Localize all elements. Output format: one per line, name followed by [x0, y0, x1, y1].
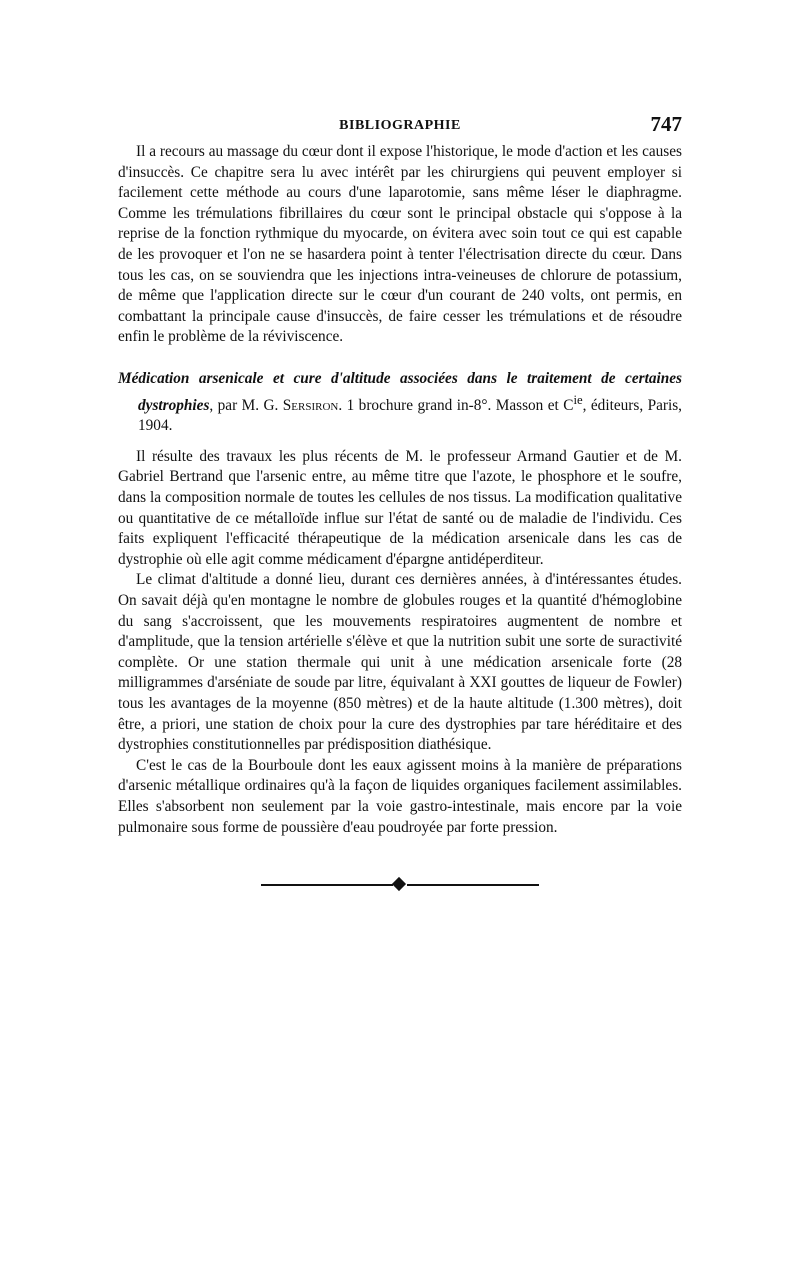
ornament-rule-right — [407, 884, 539, 886]
section-details-end: , éditeurs, Paris, 1904. — [138, 396, 682, 435]
paragraph-arsenic: Il résulte des travaux les plus récents de M. le professeur Armand Gautier et de M. Gabriel Bertrand que l'arsenic entre, au même titre que l'azote, le phosphore et le soufre, dans la composition normale de toutes les cellules de nos tissus. La modification qualitative ou quantitative de ce métalloïde influe sur l'état de santé ou de maladie de l'individu. Ces faits expliquent l'efficacité thérapeutique de la médication arsenicale dans les cas de dystrophie où elle agit comme médicament d'épargne antidéperditeur. — [118, 447, 682, 568]
section-details-sup: ie — [573, 392, 583, 407]
section-by: , par M. G. — [209, 396, 283, 414]
section-author: Sersiron — [282, 396, 339, 414]
running-title: BIBLIOGRAPHIE — [339, 118, 461, 133]
page-number: 747 — [650, 112, 682, 136]
paragraph-bourboule: C'est le cas de la Bourboule dont les eaux agissent moins à la manière de préparations d'arsenic métallique ordinaires qu'à la façon de liquides organiques facilement assimilables. Elles s'absorbent non seulement par la voie gastro-intestinale, mais encore par la voie pulmonaire sous forme de poussière d'eau poudroyée par forte pression. — [118, 756, 682, 836]
paragraph-intro: Il a recours au massage du cœur dont il expose l'historique, le mode d'action et les causes d'insuccès. Ce chapitre sera lu avec intérêt par les chirurgiens qui peuvent employer si facilement cette méthode au cours d'une laparotomie, sans même léser le diaphragme. Comme les trémulations fibrillaires du cœur sont le principal obstacle qui s'oppose à la reprise de la fonction rythmique du myocarde, on évitera avec soin tout ce qui est capable de les provoquer et l'on ne se hasardera point à tenter l'électrisation directe du cœur. Dans tous les cas, on se souviendra que les injections intra-veineuses de chlorure de potassium, de même que l'application directe sur le cœur d'un courant de 240 volts, ont permis, en combattant la principale cause d'insuccès, de faire cesser les trémulations et de résoudre enfin le problème de la réviviscence. — [118, 143, 682, 346]
section-title: Médication arsenicale et cure d'altitude associées dans le traitement de certaines dystrophies — [118, 369, 682, 414]
ornament-rule-left — [261, 884, 393, 886]
section-heading — [118, 369, 682, 437]
diamond-icon — [392, 877, 406, 891]
running-head — [118, 112, 682, 142]
page — [118, 112, 682, 892]
section-end-ornament — [261, 878, 539, 892]
paragraph-altitude: Le climat d'altitude a donné lieu, durant ces dernières années, à d'intéressantes études. On savait déjà qu'en montagne le nombre de globules rouges et la quantité d'hémoglobine du sang s'accroissent, que les mouvements respiratoires augmentent de nombre et d'amplitude, que la tension artérielle s'élève et que la nutrition subit une sorte de suractivité complète. Or une station thermale qui unit à une médication arsenicale forte (28 milligrammes d'arséniate de soude par litre, équivalant à XXI gouttes de liqueur de Fowler) tous les avantages de la moyenne (850 mètres) et de la haute altitude (1.300 mètres), doit être, a priori, une station de choix pour la cure des dystrophies par tare héréditaire et des dystrophies constitutionnelles par prédisposition diathésique. — [118, 571, 682, 754]
section-details: . 1 brochure grand in-8°. Masson et C — [338, 396, 574, 414]
